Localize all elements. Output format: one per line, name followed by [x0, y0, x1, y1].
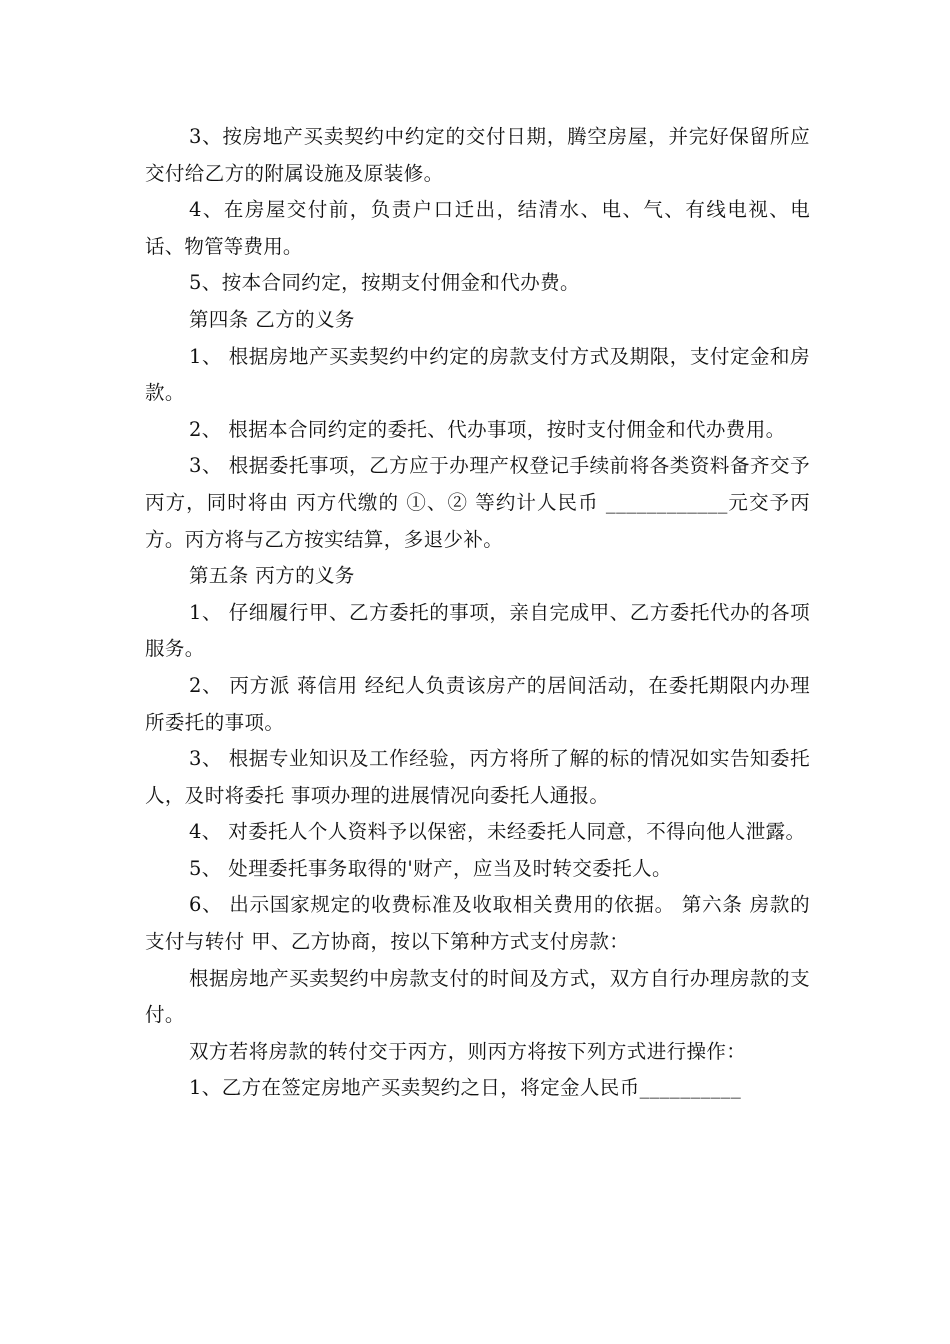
paragraph-agent-obligation-5: 5、 处理委托事务取得的'财产，应当及时转交委托人。: [189, 856, 672, 880]
paragraph-agent-obligation-1: 1、 仔细履行甲、乙方委托的事项，亲自完成甲、乙方委托代办的各项服务。: [145, 600, 810, 661]
paragraph-agent-obligation-3: 3、 根据专业知识及工作经验，丙方将所了解的标的情况如实告知委托人，及时将委托 事项办理的进展情况向委托人通报。: [145, 747, 810, 807]
paragraph-buyer-obligation-3: 3、 根据委托事项，乙方应于办理产权登记手续前将各类资料备齐交予丙方，同时将由 丙方代缴的 ①、② 等约计人民币 ____________元交予丙方。丙方将与乙方按实结算，多退少补。: [145, 454, 810, 551]
paragraph-seller-obligation-3: 3、按房地产买卖契约中约定的交付日期，腾空房屋，并完好保留所应交付给乙方的附属设施及原装修。: [145, 125, 810, 185]
paragraph-buyer-obligation-2: 2、 根据本合同约定的委托、代办事项，按时支付佣金和代办费用。: [189, 417, 786, 441]
paragraph-agent-obligation-4: 4、 对委托人个人资料予以保密，未经委托人同意，不得向他人泄露。: [189, 820, 806, 844]
paragraph-payment-transfer: 双方若将房款的转付交于丙方，则丙方将按下列方式进行操作：: [189, 1039, 747, 1063]
paragraph-agent-obligation-6: 6、 出示国家规定的收费标准及收取相关费用的依据。 第六条 房款的支付与转付 甲、乙方协商，按以下第种方式支付房款：: [145, 893, 810, 954]
paragraph-buyer-obligation-1: 1、 根据房地产买卖契约中约定的房款支付方式及期限，支付定金和房款。: [145, 344, 810, 405]
paragraph-agent-obligation-2: 2、 丙方派 蒋信用 经纪人负责该房产的居间活动，在委托期限内办理所委托的事项。: [145, 673, 810, 734]
paragraph-payment-step-1: 1、乙方在签定房地产买卖契约之日，将定金人民币__________: [189, 1076, 742, 1100]
paragraph-seller-obligation-4: 4、在房屋交付前，负责户口迁出，结清水、电、气、有线电视、电话、物管等费用。: [145, 198, 810, 258]
section-heading-article-4: 第四条 乙方的义务: [189, 307, 355, 331]
paragraph-payment-self: 根据房地产买卖契约中房款支付的时间及方式，双方自行办理房款的支付。: [145, 966, 810, 1027]
paragraph-seller-obligation-5: 5、按本合同约定，按期支付佣金和代办费。: [189, 271, 580, 295]
section-heading-article-5: 第五条 丙方的义务: [189, 564, 355, 588]
document-body: [145, 119, 810, 1107]
